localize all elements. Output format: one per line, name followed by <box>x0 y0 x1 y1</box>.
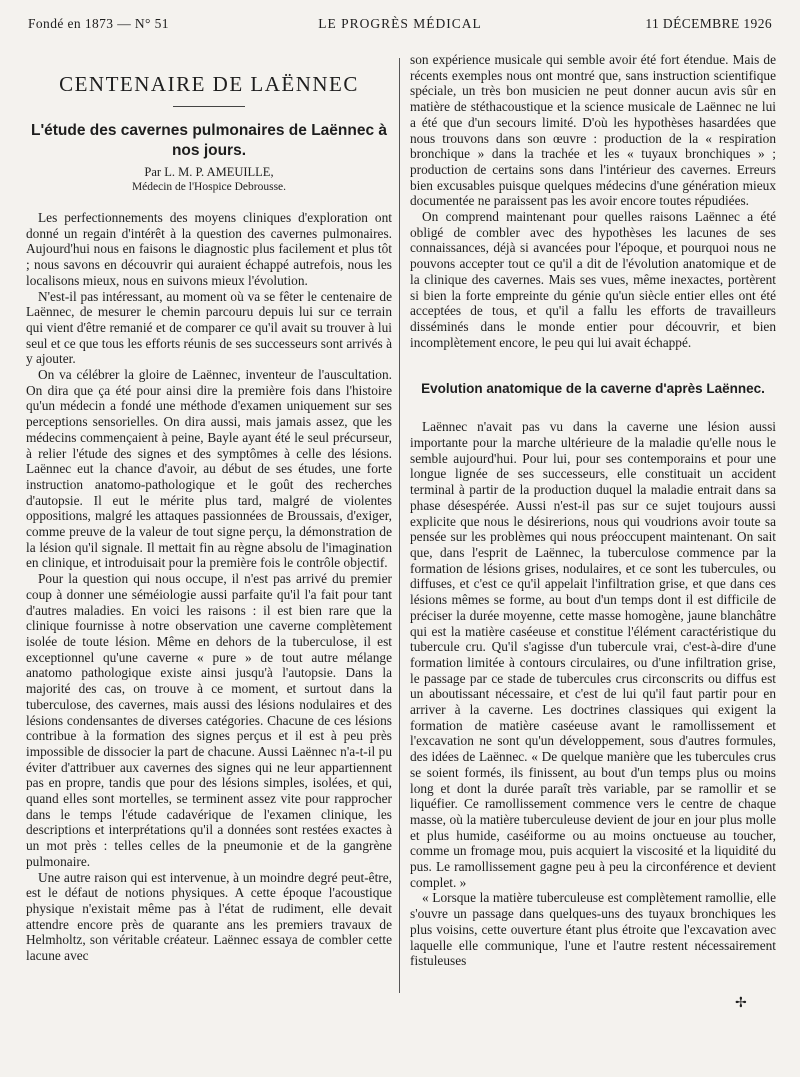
paragraph: Les perfectionnements des moyens cliniques d'exploration ont donné un regain d'intérêt à la question des cavernes pulmonaires. Aujourd'hui nous en faisons le diagnostic plus facilement et plus tôt ; nous savons en découvrir qui auraient échappé autrefois, nous les localisons mieux, nous en suivons mieux l'évolution. <box>26 210 392 288</box>
paragraph: On va célébrer la gloire de Laënnec, inventeur de l'auscultation. On dira que ça été pour ainsi dire la première fois dans l'histoire qu'un médecin a fondé une méthode d'examen uniquement sur ses perceptions sensorielles. On dira aussi, mais jamais assez, que les médecins commençaient à peine, Bayle ayant été le seul précurseur, à relier l'étude des signes et des symptômes à celle des lésions. Laënnec eut la chance d'avoir, au début de ses études, une forte instruction anatomo-pathologique et le goût des recherches d'autopsie. Il eut le mérite plus tard, malgré de violentes oppositions, malgré les attaques passionnées de Broussais, d'exiger, comme preuve de la valeur de tout signe perçu, la démonstration de la lésion qu'il signale. Il mettait fin au règne absolu de l'imagination en clinique, et introduisait pour la première fois le contrôle objectif. <box>26 367 392 571</box>
right-column <box>410 52 776 1067</box>
founding-number: Fondé en 1873 — N° 51 <box>28 16 169 31</box>
journal-title: LE PROGRÈS MÉDICAL <box>318 16 482 31</box>
article-title: L'étude des cavernes pulmonaires de Laënnec à nos jours. <box>30 122 387 159</box>
column-divider <box>399 58 400 993</box>
paragraph: Pour la question qui nous occupe, il n'est pas arrivé du premier coup à donner une séméiologie aussi parfaite qu'il l'a fait pour tant d'autres maladies. En voici les raisons : il est bien rare que la clinique fournisse à notre observation une caverne complètement isolée de toute lésion. Même en dehors de la tuberculose, il est exceptionnel qu'une caverne « pure » de tout autre mélange anatomo pathologique existe ainsi jusqu'à l'autopsie. Dans la majorité des cas, on trouve à ce moment, et surtout dans la tuberculose, des cavernes, mais aussi des lésions nodulaires et des lésions condensantes de diverses catégories. Chacune de ces lésions contribue à la formation des signes perçus et il est à peu près impossible de dissocier la part de chacune. Aussi Laënnec n'a-t-il pu éviter d'attribuer aux cavernes des signes qui ne leur appartiennent pas en propre, tandis que pour des lésions simples, isolées, et qui, quand elles sont mortelles, se terminent assez vite pour rapprocher dans le temps l'étude cadavérique de l'examen clinique, les descriptions et interprétations qu'il a données sont restées exactes à un mot près : telles celles de la pneumonie et de la gangrène pulmonaire. <box>26 571 392 869</box>
ornament-icon: ✢ <box>735 996 747 1011</box>
issue-date: 11 DÉCEMBRE 1926 <box>645 16 772 31</box>
section-title: CENTENAIRE DE LAËNNEC <box>59 72 359 96</box>
paragraph: son expérience musicale qui semble avoir été fort étendue. Mais de récents exemples nous ont montré que, sans instruction scientifique spéciale, un très bon musicien ne peut donner aucun avis sûr en matière de stéthacoustique et la science musicale de Laënnec ne lui a été que d'un secours limité. D'où les hypothèses hasardées que nous trouvons dans son œuvre : production de la « respiration bronchique » dans la trachée et les « tuyaux bronchiques » ; production de certains sons dans l'intérieur des cavernes. Erreurs bien excusables puisque quelques médecins d'une génération mieux documentée ne paraissent pas les avoir encore toutes répudiées. <box>410 52 776 209</box>
author-affiliation: Médecin de l'Hospice Debrousse. <box>131 181 287 193</box>
paragraph: On comprend maintenant pour quelles raisons Laënnec a été obligé de combler avec des hypothèses les lacunes de ses connaissances, déjà si avancées pour l'époque, et pourquoi nous ne pouvons accepter tout ce qu'il a dit de l'évolution anatomique et de la clinique des cavernes. Mais ses vues, même inexactes, portèrent si bien la forte empreinte du génie qu'un siècle entier elles ont été acceptées de tous, et qu'il a fallu les efforts de travailleurs disséminés dans le monde entier pour découvrir, et bien incomplètement encore, le peu qui lui avait échappé. <box>410 209 776 350</box>
page-header <box>28 16 772 36</box>
left-column <box>26 52 392 1067</box>
paragraph: Laënnec n'avait pas vu dans la caverne une lésion aussi importante pour la marche ultérieure de la maladie qu'elle nous le semble aujourd'hui. Pour lui, pour ses contemporains et pour une longue lignée de ses successeurs, elle constituait un accident terminal à partir de la production duquel la maladie entrait dans sa phase désespérée. Aussi n'est-il pas sur ce sujet toujours aussi explicite que nous le désirerions, nous qui voudrions avoir toute sa pensée sur les problèmes qui nous préoccupent maintenant. On sait que, dans l'esprit de Laënnec, la tuberculose commence par la formation de lésions grises, nodulaires, et ce sont les tubercules, ou diffuses, et c'est ce qu'il appelait l'infiltration grise, et que dans ces lésions mêmes se forme, au bout d'un temps dont il est difficile de préciser la durée moyenne, cette masse homogène, jaune blanchâtre qui est la matière caséeuse et constitue l'élément caractéristique du tubercule cru. Qu'il s'agisse d'un tubercule vrai, c'est-à-dire d'une formation limitée à contours circulaires, ou d'une infiltration grise, le passage par ce stade de tubercules crus circonscrits ou diffus est un aboutissant nécessaire, et c'est de lui qu'il faut partir pour en arriver à la caverne. Les doctrines classiques qui exigent la formation de matière caséeuse avant le ramollissement et l'excavation ne sont qu'un développement, sous d'autres formules, des idées de Laënnec. « De quelque manière que les tubercules crus se soient formés, ils finissent, au bout d'un temps plus ou moins long et dont la durée paraît très variable, par se ramollir et se liquéfier. Ce ramollissement commence vers le centre de chaque masse, où la matière tuberculeuse devient de jour en jour plus molle et plus humide, caséiforme ou au moins onctueuse au toucher, comme un fromage mou, puis acquiert la viscosité et la liquidité du pus. Le ramollissement gagne peu à peu la circonférence et devient complet. » <box>410 419 776 890</box>
subsection-title: Evolution anatomique de la caverne d'après Laënnec. <box>421 381 765 397</box>
paragraph: N'est-il pas intéressant, au moment où va se fêter le centenaire de Laënnec, de mesurer le chemin parcouru depuis lui sur ce terrain qui vient d'être remanié et de comparer ce qu'il avait su trouver à lui seul et ce que tous les efforts réunis de ses successeurs sont arrivés à y ajouter. <box>26 288 392 367</box>
paragraph: « Lorsque la matière tuberculeuse est complètement ramollie, elle s'ouvre un passage dans quelques-uns des tuyaux bronchiques les plus voisins, cette ouverture étant plus étroite que l'excavation avec laquelle elle communique, l'une et l'autre restent nécessairement fistuleuses <box>410 890 776 969</box>
title-divider <box>173 106 245 107</box>
author-byline: Par L. M. P. AMEUILLE, <box>144 165 274 179</box>
paragraph: Une autre raison qui est intervenue, à un moindre degré peut-être, est le défaut de notions physiques. A cette époque l'acoustique physique n'existait même pas à l'état de rudiment, elle devait attendre encore près de quarante ans les premiers travaux de Helmholtz, son véritable créateur. Laënnec essaya de combler cette lacune avec <box>26 869 392 964</box>
